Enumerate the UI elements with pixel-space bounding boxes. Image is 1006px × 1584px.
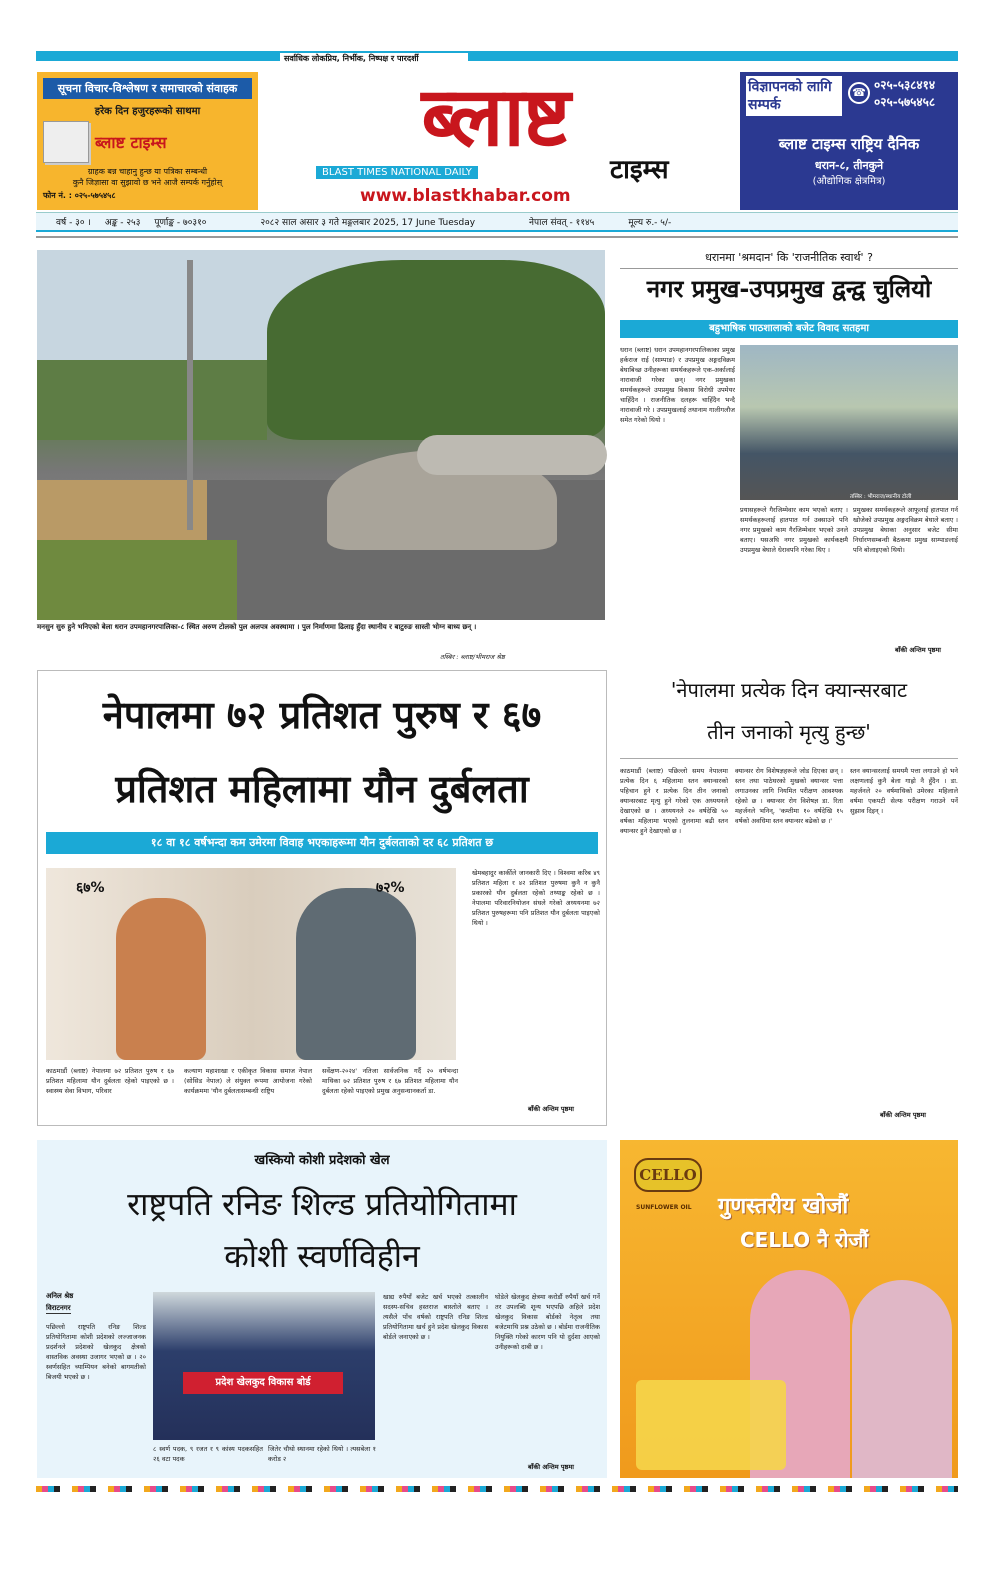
promo-left-brand: ब्लाष्ट टाइम्स <box>95 133 167 152</box>
promo-right <box>740 72 958 210</box>
story2-continue[interactable]: बाँकी अन्तिम पृष्ठमा <box>528 1105 574 1113</box>
price: मूल्य रु.- ५/- <box>628 218 672 228</box>
print-color-bar <box>36 1486 958 1492</box>
story1-col1: धरान (ब्लाष्ट) धरान उपमहानगरपालिकाका प्रमुख हर्कराज राई (साम्पाङ) र उपप्रमुख अङ्गदविक्रम बेघाबिच्छ उनीहरूका समर्थकहरूले एक-अर्कालाई नारावाजी गरेका छन्। नगर प्रमुखका समर्थकहरूले उपप्रमुख विकास विरोधी उपमेयर चाहिँदैन । राजनीतिक दलहरू चाहिँदैन भन्दै नारावाजी गरे । उपप्रमुखलाई तथानाम गालीगलौज समेत गरेको थियो । <box>620 346 735 424</box>
story3-col3: स्तन क्यान्सरलाई समयमै पत्ता लगाउने हो भने लक्षणलाई कुनै बेला गाह्रो नै हुँदैन । डा. महर्जनले २० वर्षमाथिको उमेरका महिलाले वर्षमा एकपटी सेल्फ परीक्षण गराउने पर्ने सुझाव दिइन् । <box>850 767 958 815</box>
story1-col2: प्रयासहरूले गैरजिम्मेवार काम भएको बताए । समर्थकहरूलाई हातपात गर्न उक्साउने पनि नगर प्रमुखको काम गैरजिम्मेवार भएको उनले बताए। यसअघि नगर प्रमुखको कार्यकक्षमै उपप्रमुख बेघाले धेरावपनि गरेका थिए । <box>740 506 848 554</box>
story4-continue[interactable]: बाँकी अन्तिम पृष्ठमा <box>528 1463 574 1471</box>
story4-banner: प्रदेश खेलकुद विकास बोर्ड <box>183 1372 343 1394</box>
website-link[interactable]: www.blastkhabar.com <box>360 186 571 206</box>
utility-pole <box>187 260 193 530</box>
divider <box>620 758 958 759</box>
story3-col1: काठमाडौं (ब्लाष्ट) पछिल्लो समय नेपालमा प्रत्येक दिन ६ महिलामा स्तन क्यान्सरको पहिचान हुने र प्रत्येक दिन तीन जनाको क्यान्सरबाट मृत्यु हुने गरेको एक अध्ययनले देखाएको छ । अध्ययनले २० वर्षदेखि ५० वर्षका महिलामा भएको तुलनामा बढी स्तन क्यान्सर हुने देखाएको छ । <box>620 767 728 835</box>
story1-kicker: धरानमा 'श्रमदान' कि 'राजनीतिक स्वार्थ' ? <box>620 250 958 269</box>
story4-byline: अनिल श्रेष्ठ <box>46 1292 74 1300</box>
story2-side-text: खेमबहादुर कार्कीले जानकारी दिए । विश्वमा करिब ४९ प्रतिशत महिला र ४२ प्रतिशत पुरुषमा कुनै न कुनै प्रकारको यौन दुर्बलता रहेको तथ्याङ्क रहेको छ । नेपालमा परिवारनियोजन संघले गरेको अध्ययनमा ७२ प्रतिशत पुरुषहरूमा पनि प्रतिशत यौन दुर्बलता पाइएको थियो । <box>472 869 600 927</box>
story4-place: विराटनगर <box>46 1304 71 1312</box>
logo-title: ब्लाष्ट <box>421 69 569 165</box>
info-bar <box>36 212 958 232</box>
logo-sub: टाइम्स <box>610 155 669 185</box>
promo-left <box>37 72 258 210</box>
story2-bottom3: सर्वेक्षण-२०२४' नतिजा सार्वजनिक गर्दै २० वर्षभन्दा माथिका ७२ प्रतिशत पुरुष र ६७ प्रतिशत महिलामा यौन दुर्बलता रहेको पाइएको प्रमुख अनुसन्धानकर्ता डा. <box>322 1067 458 1095</box>
road-photo <box>37 250 605 620</box>
story4-photo <box>153 1292 375 1440</box>
story2-bottom2: कल्याण महाशाखा र एकीकृत विकास समाज नेपाल (सोसिड नेपाल) ले संयुक्त रूपमा आयोजना गरेको कार्यक्रममा 'यौन दुर्बलतासम्बन्धी राष्ट्रिय <box>184 1067 312 1095</box>
story1-photo <box>740 345 958 500</box>
story4-col3: जितेर चौथो स्थानमा रहेको थियो । त्यसबेला १ करोड २ <box>268 1445 376 1463</box>
story2-bottom1: काठमाडौं (ब्लाष्ट) नेपालमा ७२ प्रतिशत पुरुष र ६७ प्रतिशत महिलामा यौन दुर्बलता रहेको पाइएको छ । स्वास्थ्य सेवा विभाग, परिवार <box>46 1067 174 1095</box>
story1-headline: नगर प्रमुख-उपप्रमुख द्वन्द्व चुलियो <box>646 275 932 303</box>
story4-headline-line2: कोशी स्वर्णविहीन <box>224 1237 420 1275</box>
promo-left-line4: कुनै जिज्ञासा वा सुझावो छ भने आजै सम्पर्क गर्नुहोस् <box>72 178 223 187</box>
pct-male: ७२% <box>376 880 405 896</box>
promo-right-brand: ब्लाष्ट टाइम्स राष्ट्रिय दैनिक <box>778 135 920 153</box>
tagline: सर्वाधिक लोकप्रिय, निर्भीक, निष्पक्ष र पारदर्शी <box>280 53 468 64</box>
newspaper-icon <box>43 121 89 163</box>
photo1-credit: तस्बिर : ब्लाष्ट/भीमराज श्रेष्ठ <box>440 653 505 661</box>
photo1-caption: मनसुन सुरु हुने भनिएको बेला धरान उपमहानगरपालिका-८ स्थित अरुण टोलको पुल अलपत्र अवस्थामा । पुल निर्माणमा ढिलाइ हुँदा स्थानीय र बाटुरुङ सास्ती भोग्न बाध्य छन् । <box>37 623 477 631</box>
promo-right-phone1: ०२५-५३८४१४ <box>874 78 936 92</box>
cello-product: SUNFLOWER OIL <box>636 1204 692 1211</box>
divider <box>36 236 958 238</box>
story4-col1: पछिल्लो राष्ट्रपति रनिङ शिल्ड प्रतियोगितामा कोशी प्रदेशको लज्जाजनक प्रदर्शनले प्रदेशको खेलकुद क्षेत्रको वास्तविक अवस्था उजागर भएको छ । २० स्वर्णसहित च्याम्पियन बनेको बागमतीको बिजयी भएको छ । <box>46 1323 146 1381</box>
nepal-samvat: नेपाल संवत् - ११४५ <box>529 218 595 228</box>
grass <box>37 540 237 620</box>
promo-right-phone2: ०२५-५७५४५८ <box>874 95 936 109</box>
story4-col5: घोडेले खेलकुद क्षेत्रमा करोडौं रुपैयाँ खर्च गर्ने तर उपलब्धि शून्य भएपछि अहिले प्रदेश खेलकुद विकास बोर्डको नेतृत्व तथा बजेटमाथि प्रश्न उठेको छ । बोर्डमा राजनीतिक नियुक्ति गरेको कारण पनि यो दुर्दशा आएको उनीहरूको दाबी छ । <box>495 1293 600 1351</box>
story2-subhead: १८ वा १८ वर्षभन्दा कम उमेरमा विवाह भएकाहरूमा यौन दुर्बलताको दर ६८ प्रतिशत छ <box>46 832 598 854</box>
cello-brand: CELLO <box>634 1158 702 1192</box>
trees-left <box>37 360 267 440</box>
concrete-pipes <box>417 435 607 475</box>
story4-headline-line1: राष्ट्रपति रनिङ शिल्ड प्रतियोगितामा <box>127 1185 517 1223</box>
trees <box>267 260 605 440</box>
date: २०८२ साल असार ३ गते मङ्गलबार 2025, 17 June Tuesday <box>260 218 476 228</box>
woman2-figure <box>852 1280 952 1478</box>
phone-icon: ☎ <box>848 82 870 104</box>
story4-kicker: खस्कियो कोशी प्रदेशको खेल <box>254 1153 390 1168</box>
issue: अङ्क - २५३ <box>104 218 141 228</box>
story3-headline-line1: 'नेपालमा प्रत्येक दिन क्यान्सरबाट <box>670 678 908 702</box>
promo-left-phone: फोन नं. : ०२५-५७५४५८ <box>43 191 116 200</box>
ad-slogan2: CELLO नै रोजौं <box>740 1228 869 1252</box>
story1-continue[interactable]: बाँकी अन्तिम पृष्ठमा <box>895 646 941 654</box>
story1-col3: प्रमुखका समर्थकहरूले आफूलाई हातपात गर्न खोजेको उपप्रमुख अङ्गदविक्रम बेघाले बताए । उपप्रमुख बेघाका अनुसार बजेट सीमा निर्धारणसम्बन्धी बैठकमा प्रमुख साम्पाङलाई पनि बोलाइएको थियो। <box>853 506 958 554</box>
cello-ad[interactable] <box>620 1140 958 1478</box>
logo <box>280 62 720 212</box>
total-issue: पूर्णाङ्क - ७०३१० <box>154 218 207 228</box>
story3-col2: क्यान्सर रोग विशेषज्ञहरूले जोड दिएका छन् । स्तन तथा पाठेघरको मुखको क्यान्सर पत्ता लगाउनका लागि नियमित परीक्षण आवश्यक रहेको छ । क्यान्सर रोग विशेषज्ञ डा. रिता महर्जनले भनिन्, 'कम्तीमा १० वर्षदेखि १५ वर्षको अवधिमा स्तन क्यान्सर बढेको छ ।' <box>735 767 843 825</box>
bamboo-stack <box>37 480 207 540</box>
english-name: BLAST TIMES NATIONAL DAILY <box>316 166 478 179</box>
oil-bottles <box>636 1380 786 1470</box>
story2-headline-line1: नेपालमा ७२ प्रतिशत पुरुष र ६७ <box>102 693 542 737</box>
promo-left-line3: ग्राहक बन्न चाहानु हुन्छ या पत्रिका सम्बन्धी <box>87 167 208 176</box>
woman-figure <box>116 898 206 1060</box>
man-figure <box>296 888 416 1060</box>
story3-continue[interactable]: बाँकी अन्तिम पृष्ठमा <box>880 1111 926 1119</box>
story4-col2: ८ स्वर्ण पदक, ९ रजत र ९ कांस्य पदकसहित २६ वटा पदक <box>153 1445 263 1463</box>
promo-right-title: विज्ञापनको लागि सम्पर्क <box>746 76 842 116</box>
promo-left-line1: सूचना विचार-विश्लेषण र समाचारको संवाहक <box>43 78 252 99</box>
promo-right-addr2: (औद्योगिक क्षेत्रमित्र) <box>812 176 886 187</box>
ad-slogan1: गुणस्तरीय खोजौं <box>718 1194 849 1219</box>
year: वर्ष - ३० । <box>56 218 91 228</box>
story4-col4: खाद्य रुपैयाँ बजेट खर्च भएको तत्कालीन सदस्य-सचिव हस्तराज बास्तोले बताए । त्यसैले पाँच वर्षको राष्ट्रपति रनिङ शिल्ड प्रतियोगितामा खर्च हुने प्रदेश खेलकुद विकास बोर्डले जनाएको छ । <box>383 1293 488 1341</box>
story2-headline-line2: प्रतिशत महिलामा यौन दुर्बलता <box>115 767 529 811</box>
pct-female: ६७% <box>76 880 105 896</box>
promo-left-line2: हरेक दिन हजुरहरूको साथमा <box>94 106 201 117</box>
top-accent-bar <box>36 51 958 61</box>
story3-headline-line2: तीन जनाको मृत्यु हुन्छ' <box>707 720 871 744</box>
story2-photo <box>46 868 456 1060</box>
promo-right-addr1: धरान-८, तीनकुने <box>814 159 884 172</box>
story1-subhead: बहुभाषिक पाठशालाको बजेट विवाद सतहमा <box>620 320 958 338</box>
story1-photo-credit: तस्बिर : भीमराज/स्थानीय टोली <box>850 494 912 500</box>
